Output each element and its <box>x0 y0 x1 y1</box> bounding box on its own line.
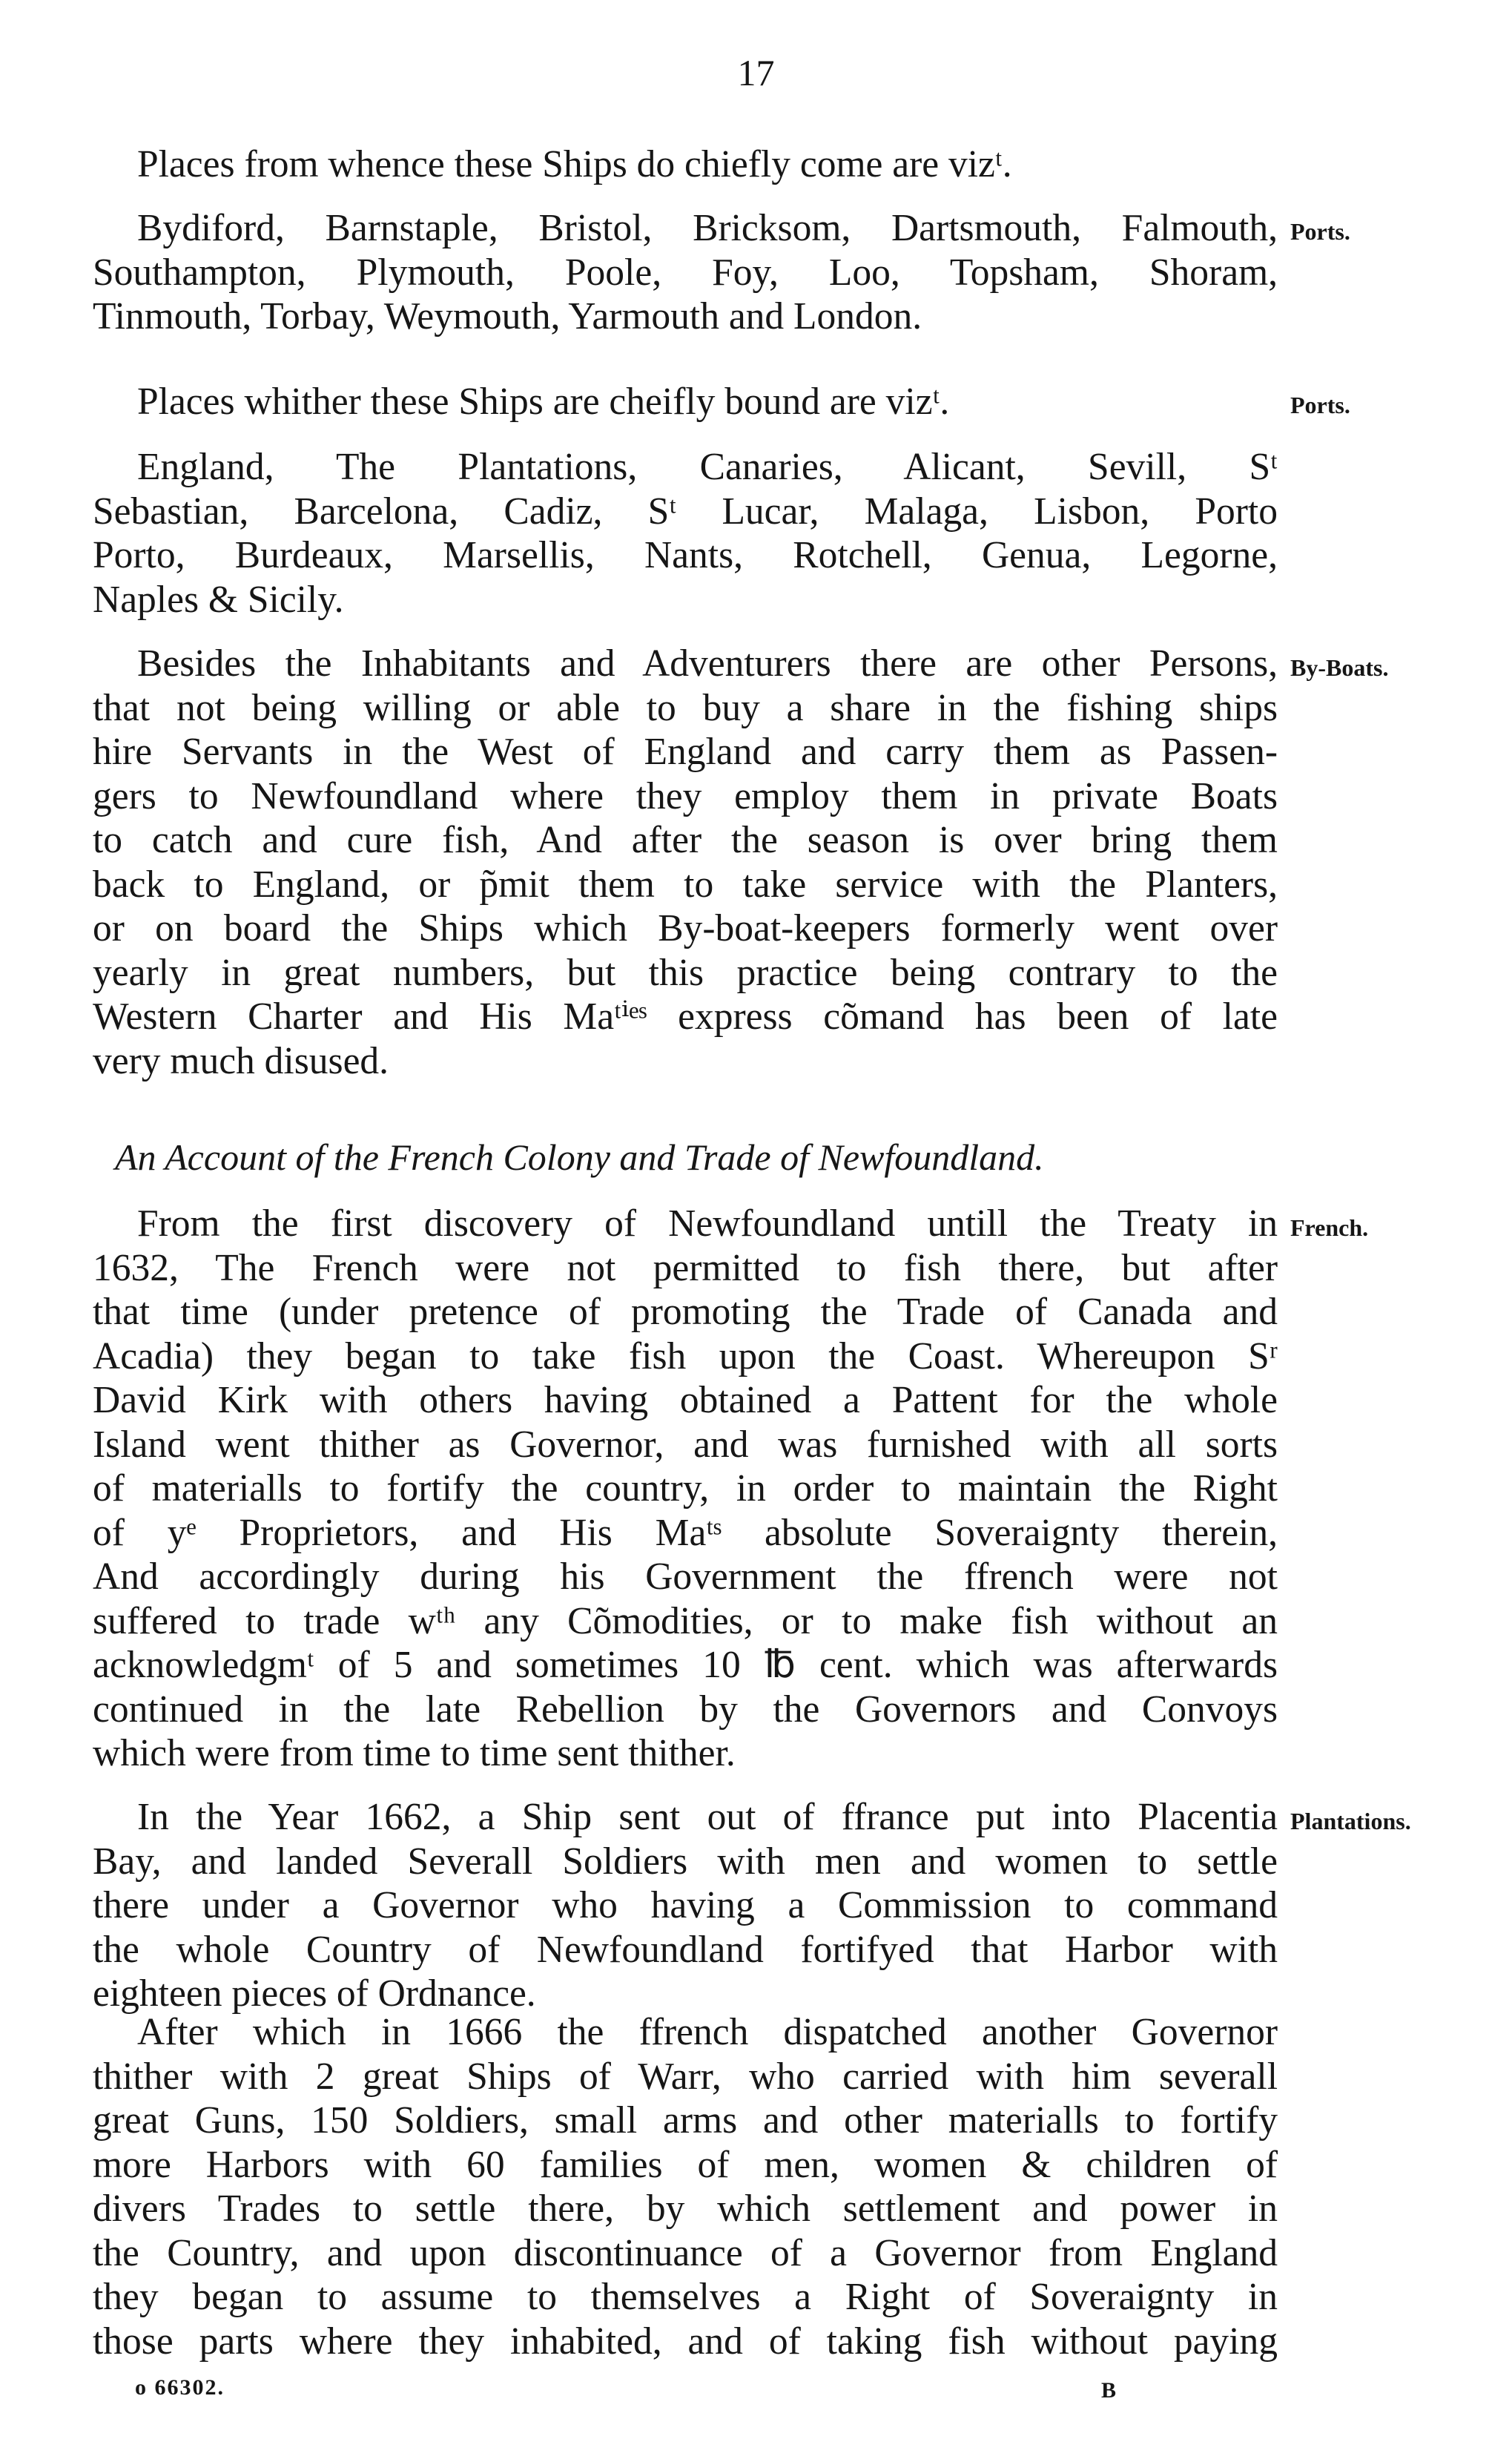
paragraph-text: Places from whence these Ships do chiefly come are vizᵗ. <box>137 143 1012 185</box>
text-line: Western Charter and His Maᵗⁱᵉˢ express cõmand has been of late <box>93 995 1278 1038</box>
text-line: Porto, Burdeaux, Marsellis, Nants, Rotchell, Genua, Legorne, <box>93 534 1278 576</box>
margin-note-french: French. <box>1290 1214 1369 1241</box>
text-line: thither with 2 great Ships of Warr, who carried with him severall <box>93 2055 1278 2098</box>
text-line: 1632, The French were not permitted to fish there, but after <box>93 1246 1278 1289</box>
text-line: the whole Country of Newfoundland fortifyed that Harbor with <box>93 1928 1278 1971</box>
text-line: Naples & Sicily. <box>93 578 344 621</box>
text-line: of materialls to fortify the country, in order to maintain the Right <box>93 1467 1278 1510</box>
paragraph-text <box>93 1795 1278 2016</box>
paragraph-origin-ports <box>93 206 1278 339</box>
paragraph-text: Places whither these Ships are cheifly bound are vizᵗ. <box>137 381 950 423</box>
text-line: those parts where they inhabited, and of taking fish without paying <box>93 2320 1278 2363</box>
text-line: In the Year 1662, a Ship sent out of ffrance put into Placentia <box>137 1796 1278 1838</box>
margin-note-plantations: Plantations. <box>1290 1808 1411 1834</box>
text-line: And accordingly during his Government the ffrench were not <box>93 1556 1278 1598</box>
text-line: more Harbors with 60 families of men, women & children of <box>93 2143 1278 2186</box>
text-line: David Kirk with others having obtained a Pattent for the whole <box>93 1379 1278 1421</box>
text-line: Island went thither as Governor, and was furnished with all sorts <box>93 1423 1278 1466</box>
text-line: to catch and cure fish, And after the season is over bring them <box>93 819 1278 861</box>
text-line: the Country, and upon discontinuance of a Governor from England <box>93 2231 1278 2274</box>
margin-note-ports: Ports. <box>1290 392 1350 418</box>
text-line: continued in the late Rebellion by the Governors and Convoys <box>93 1688 1278 1731</box>
text-line: After which in 1666 the ffrench dispatched another Governor <box>137 2011 1278 2053</box>
text-line: yearly in great numbers, but this practice being contrary to the <box>93 951 1278 994</box>
section-heading: An Account of the French Colony and Trade of Newfoundland. <box>115 1136 1044 1178</box>
text-line: gers to Newfoundland where they employ them in private Boats <box>93 774 1278 817</box>
paragraph-french-history <box>93 1202 1278 1776</box>
paragraph-text <box>93 445 1278 622</box>
text-line: Tinmouth, Torbay, Weymouth, Yarmouth and London. <box>93 295 922 338</box>
margin-note-ports: Ports. <box>1290 218 1350 245</box>
section-heading-container <box>93 1135 1278 1179</box>
text-line: From the first discovery of Newfoundland untill the Treaty in <box>137 1202 1278 1245</box>
paragraph-by-boats <box>93 642 1278 1083</box>
footer-printer-mark: o 66302. <box>135 2375 225 2400</box>
text-line: eighteen pieces of Ordnance. <box>93 1972 536 2015</box>
text-line: Southampton, Plymouth, Poole, Foy, Loo, Topsham, Shoram, <box>93 251 1278 294</box>
text-line: that time (under pretence of promoting the Trade of Canada and <box>93 1291 1278 1333</box>
text-line: Besides the Inhabitants and Adventurers there are other Persons, <box>137 642 1278 685</box>
text-line: Acadia) they began to take fish upon the Coast. Whereupon Sʳ <box>93 1334 1278 1377</box>
text-line: divers Trades to settle there, by which settlement and power in <box>93 2188 1278 2230</box>
paragraph-placentia <box>93 1795 1278 2016</box>
page-number: 17 <box>737 52 775 93</box>
text-line: of yᵉ Proprietors, and His Maᵗˢ absolute Soveraignty therein, <box>93 1511 1278 1554</box>
text-line: Bay, and landed Severall Soldiers with men and women to settle <box>93 1840 1278 1883</box>
paragraph-destination-places <box>93 380 1278 424</box>
text-line: great Guns, 150 Soldiers, small arms and other materialls to fortify <box>93 2099 1278 2142</box>
text-line: Bydiford, Barnstaple, Bristol, Bricksom, Dartsmouth, Falmouth, <box>137 207 1278 249</box>
text-line: suffered to trade wᵗʰ any Cõmodities, or to make fish without an <box>93 1599 1278 1642</box>
paragraph-text <box>93 206 1278 339</box>
paragraph-text <box>93 1202 1278 1776</box>
paragraph-origin-places <box>93 142 1278 187</box>
text-line: there under a Governor who having a Commission to command <box>93 1884 1278 1926</box>
paragraph-text <box>93 642 1278 1083</box>
text-line: that not being willing or able to buy a share in the fishing ships <box>93 686 1278 729</box>
paragraph-text <box>93 2010 1278 2363</box>
text-line: or on board the Ships which By-boat-keepers formerly went over <box>93 907 1278 949</box>
margin-note-by-boats: By-Boats. <box>1290 654 1389 681</box>
text-line: hire Servants in the West of England and carry them as Passen- <box>93 731 1278 773</box>
text-line: very much disused. <box>93 1039 389 1082</box>
text-line: back to England, or p̃mit them to take service with the Planters, <box>93 863 1278 906</box>
text-line: England, The Plantations, Canaries, Alicant, Sevill, Sᵗ <box>137 446 1278 488</box>
text-line: they began to assume to themselves a Right of Soveraignty in <box>93 2276 1278 2318</box>
footer-signature-letter: B <box>1101 2378 1117 2403</box>
text-line: Sebastian, Barcelona, Cadiz, Sᵗ Lucar, Malaga, Lisbon, Porto <box>93 490 1278 533</box>
paragraph-1666-governor <box>93 2010 1278 2363</box>
text-line: which were from time to time sent thither. <box>93 1732 736 1774</box>
text-line: acknowledgmᵗ of 5 and sometimes 10 ℔ cent. which was afterwards <box>93 1644 1278 1686</box>
paragraph-destination-ports <box>93 445 1278 622</box>
